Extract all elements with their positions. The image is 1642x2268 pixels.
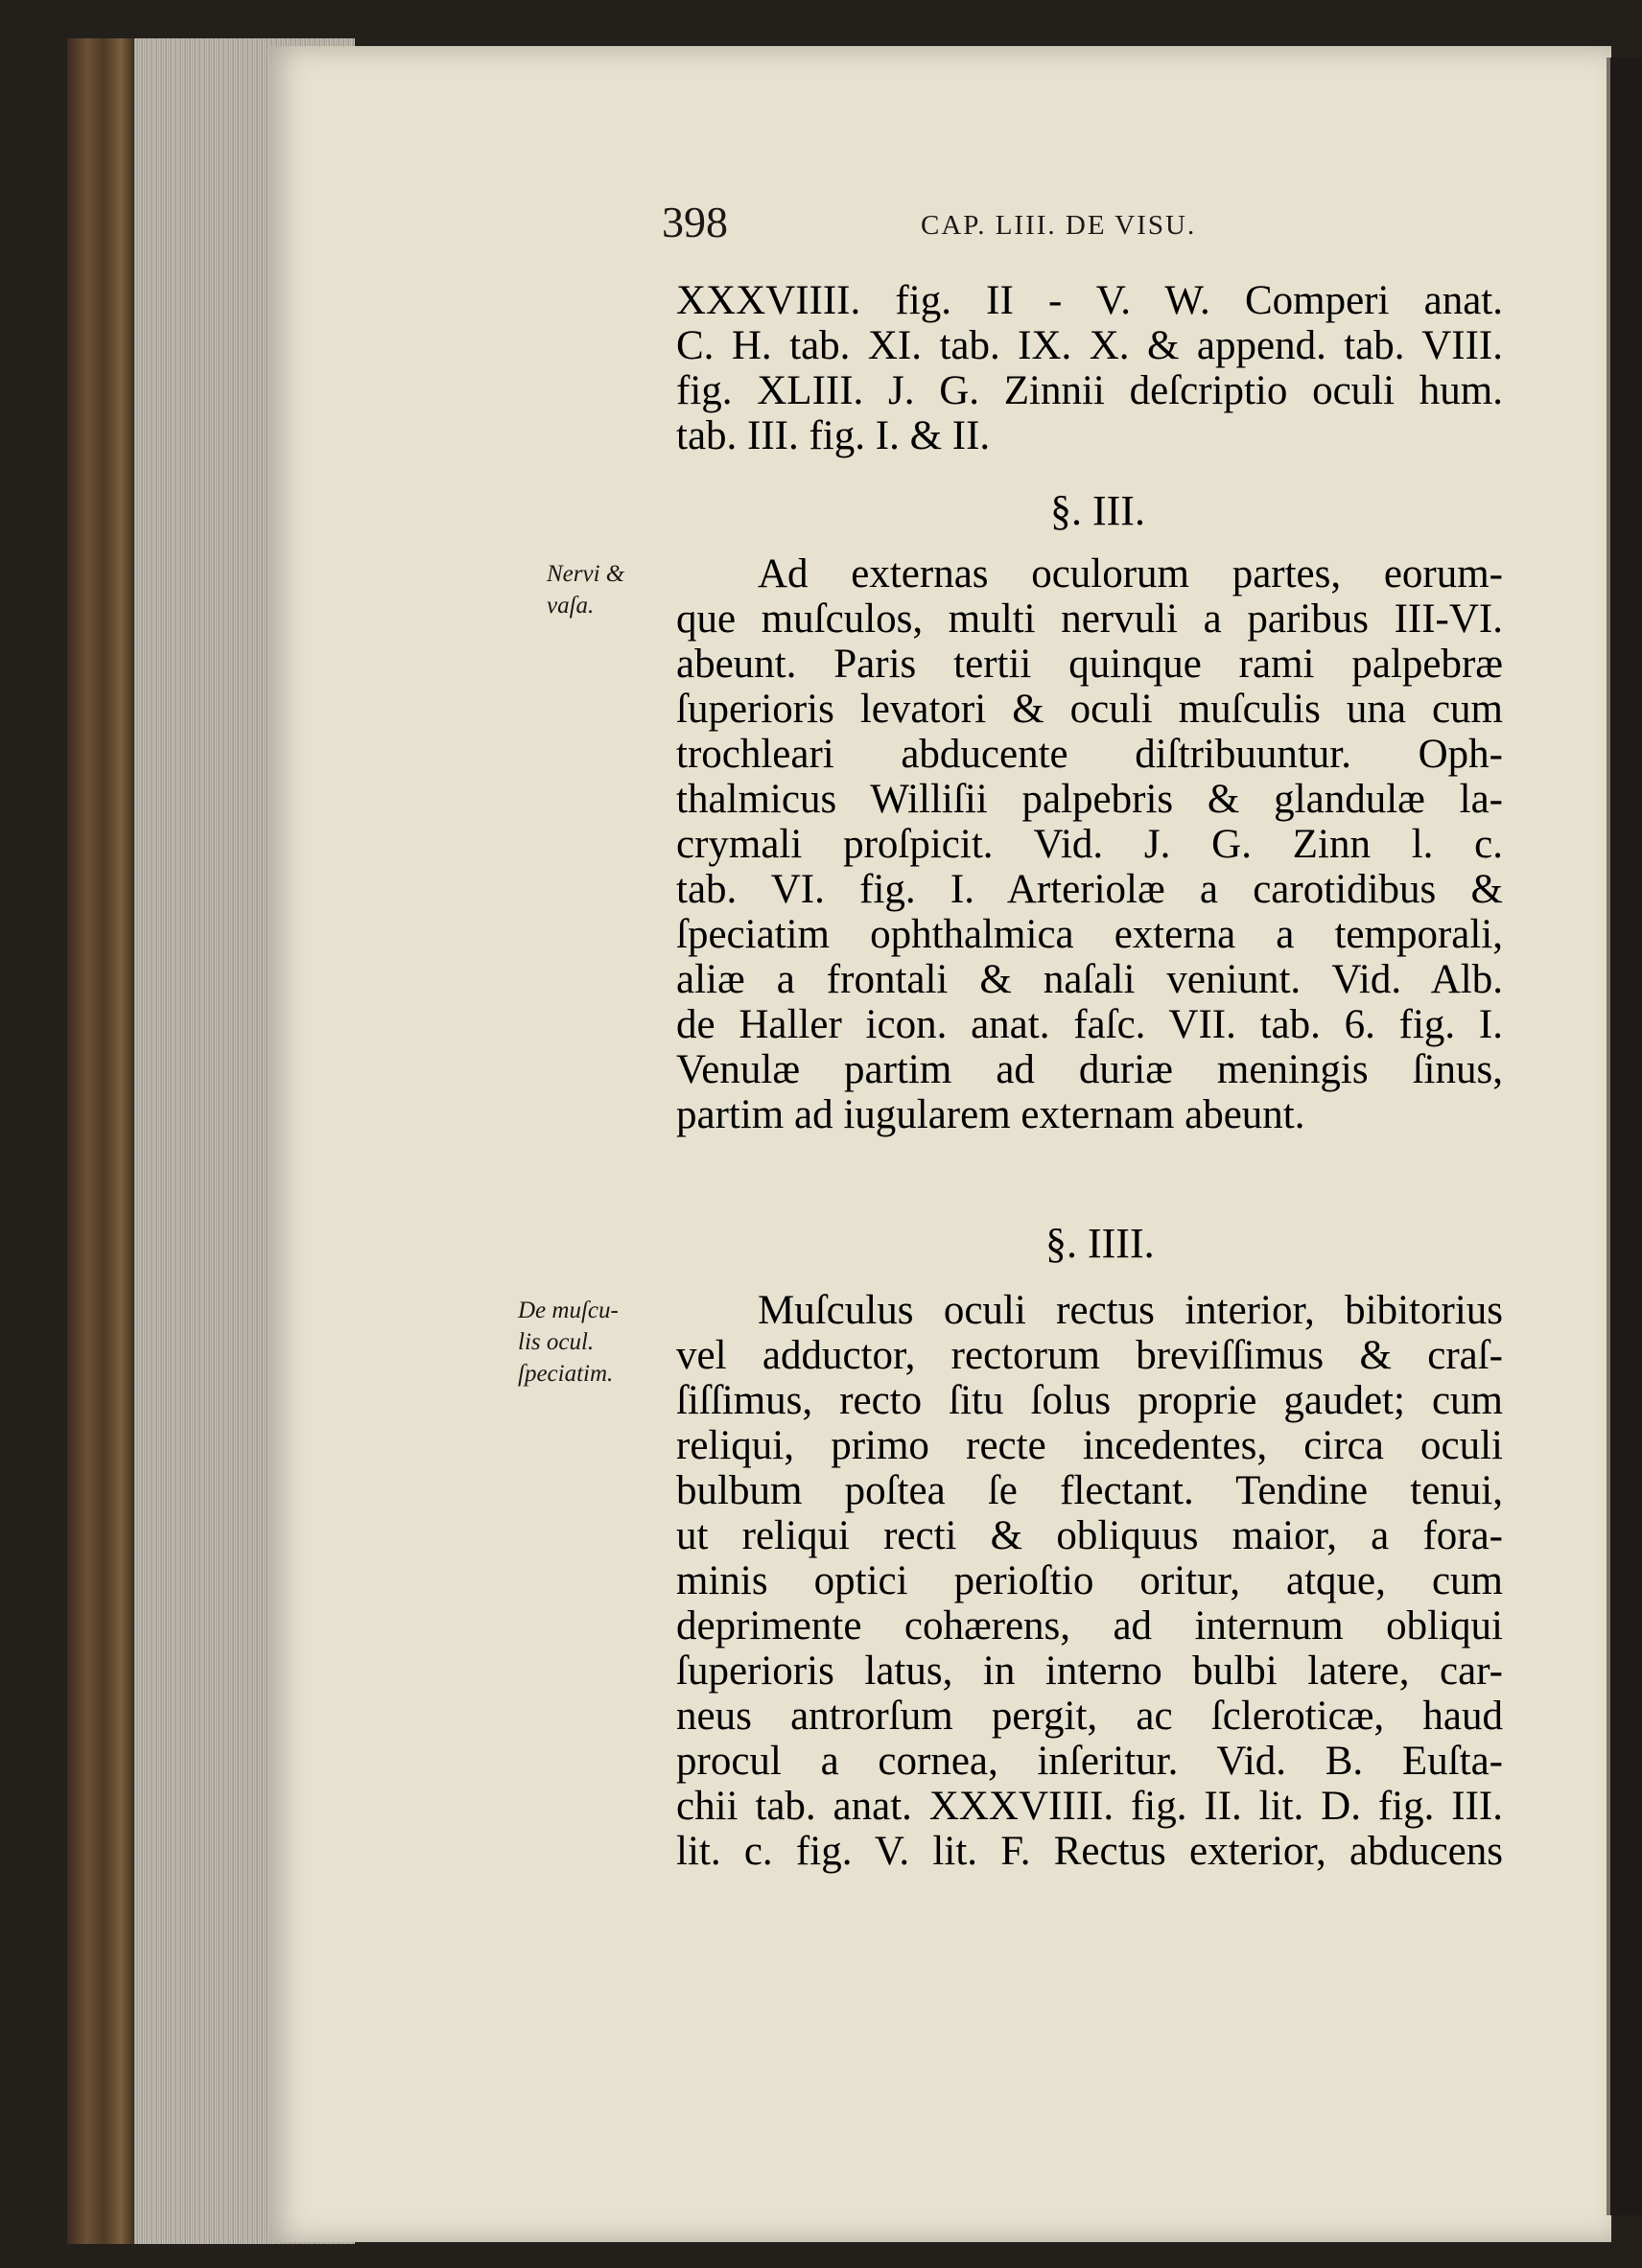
text-line: bulbum poſtea ſe flectant. Tendine tenui, <box>676 1468 1503 1513</box>
text-line: de Haller icon. anat. faſc. VII. tab. 6. fig. I. <box>676 1002 1503 1047</box>
margin-note-line: vaſa. <box>547 593 595 619</box>
text-line: aliæ a frontali & naſali veniunt. Vid. Alb. <box>676 957 1503 1002</box>
facing-page-edge <box>1607 58 1642 2215</box>
text-line: C. H. tab. XI. tab. IX. X. & append. tab. VIII. <box>676 323 1503 368</box>
text-line: Venulæ partim ad duriæ meningis ſinus, <box>676 1047 1503 1092</box>
text-line: reliqui, primo recte incedentes, circa oculi <box>676 1423 1503 1468</box>
section-heading-iii: §. III. <box>1050 487 1145 534</box>
text-line: ſuperioris latus, in interno bulbi latere, car- <box>676 1648 1503 1694</box>
text-line: XXXVIIII. fig. II - V. W. Comperi anat. <box>676 278 1503 323</box>
section-iii-paragraph <box>676 551 1503 1137</box>
text-line: thalmicus Williſii palpebris & glandulæ la- <box>676 777 1503 822</box>
text-line: que muſculos, multi nervuli a paribus III-VI. <box>676 596 1503 642</box>
section-heading-iiii: §. IIII. <box>1045 1220 1155 1267</box>
text-line: partim ad iugularem externam abeunt. <box>676 1092 1305 1137</box>
text-line: chii tab. anat. XXXVIIII. fig. II. lit. D. fig. III. <box>676 1784 1503 1829</box>
text-line: vel adductor, rectorum breviſſimus & craſ- <box>676 1333 1503 1378</box>
margin-note-line: ſpeciatim. <box>518 1361 614 1387</box>
margin-note-line: De muſcu- <box>518 1298 619 1323</box>
text-line: ut reliqui recti & obliquus maior, a fora- <box>676 1513 1503 1558</box>
text-line: lit. c. fig. V. lit. F. Rectus exterior, abducens <box>676 1829 1503 1874</box>
running-head <box>662 197 1295 254</box>
text-line: ſuperioris levatori & oculi muſculis una cum <box>676 687 1503 732</box>
margin-note-line: lis ocul. <box>518 1329 595 1355</box>
text-line: abeunt. Paris tertii quinque rami palpebræ <box>676 642 1503 687</box>
text-line: crymali proſpicit. Vid. J. G. Zinn l. c. <box>676 822 1503 867</box>
margin-note-nervi <box>547 558 624 621</box>
text-line: fig. XLIII. J. G. Zinnii deſcriptio oculi hum. <box>676 368 1503 413</box>
margin-note-musculis <box>518 1295 619 1390</box>
text-line: tab. III. fig. I. & II. <box>676 413 991 458</box>
text-line: tab. VI. fig. I. Arteriolæ a carotidibus & <box>676 867 1503 912</box>
text-line: procul a cornea, inſeritur. Vid. B. Euſta- <box>676 1739 1503 1784</box>
continuation-paragraph <box>676 278 1503 458</box>
text-line: neus antrorſum pergit, ac ſcleroticæ, haud <box>676 1694 1503 1739</box>
text-line: deprimente cohærens, ad internum obliqui <box>676 1603 1503 1648</box>
margin-note-line: Nervi & <box>547 561 625 587</box>
page-number: 398 <box>662 198 728 246</box>
text-line: ſpeciatim ophthalmica externa a temporali, <box>676 912 1503 957</box>
running-title: CAP. LIII. DE VISU. <box>921 210 1197 241</box>
text-line: trochleari abducente diſtribuuntur. Oph- <box>676 732 1503 777</box>
text-line: minis optici perioſtio oritur, atque, cum <box>676 1558 1503 1603</box>
text-line: ſiſſimus, recto ſitu ſolus proprie gaudet; cum <box>676 1378 1503 1423</box>
book-spine <box>67 38 134 2244</box>
text-line: Muſculus oculi rectus interior, bibitorius <box>758 1288 1503 1333</box>
text-line: Ad externas oculorum partes, eorum- <box>758 551 1503 596</box>
section-iiii-paragraph <box>676 1288 1503 1874</box>
